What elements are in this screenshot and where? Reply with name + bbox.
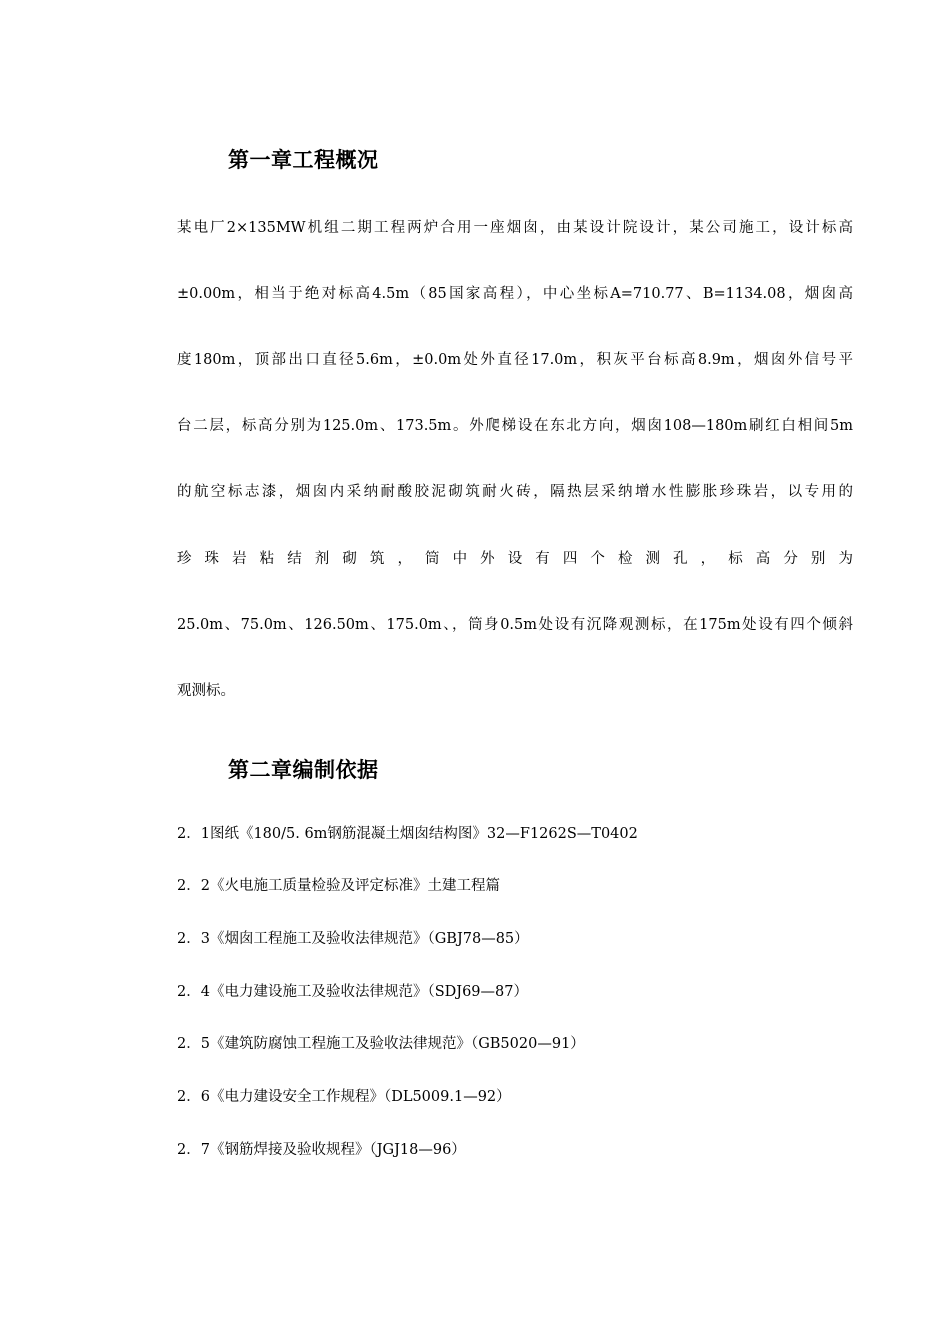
list-item: 2．3《烟囱工程施工及验收法律规范》（GBJ78—85） xyxy=(177,931,529,947)
paragraph-line: 度180m，顶部出口直径5.6m，±0.0m处外直径17.0m，积灰平台标高8.9m，烟囱外信号平 xyxy=(177,352,853,368)
paragraph-line: 台二层，标高分别为125.0m、173.5m。外爬梯设在东北方向，烟囱108—180m刷红白相间5m xyxy=(177,418,853,434)
chapter-2-title: 第二章编制依据 xyxy=(228,758,379,782)
list-item: 2．5《建筑防腐蚀工程施工及验收法律规范》（GB5020—91） xyxy=(177,1036,585,1052)
list-item: 2．6《电力建设安全工作规程》（DL5009.1—92） xyxy=(177,1089,511,1105)
list-item: 2．7《钢筋焊接及验收规程》（JGJ18—96） xyxy=(177,1142,466,1158)
chapter-1-title: 第一章工程概况 xyxy=(228,148,379,172)
paragraph-line: 观测标。 xyxy=(177,683,235,699)
paragraph-line: 25.0m、75.0m、126.50m、175.0m、，筒身0.5m处设有沉降观测标，在175m处设有四个倾斜 xyxy=(177,617,853,633)
paragraph-line: 的航空标志漆，烟囱内采纳耐酸胶泥砌筑耐火砖，隔热层采纳增水性膨胀珍珠岩，以专用的 xyxy=(177,484,853,500)
paragraph-line: ±0.00m，相当于绝对标高4.5m（85国家高程），中心坐标A=710.77、B=1134.08，烟囱高 xyxy=(177,286,853,302)
list-item: 2．1图纸《180/5. 6m钢筋混凝土烟囱结构图》32—F1262S—T0402 xyxy=(177,826,638,842)
list-item: 2．2《火电施工质量检验及评定标准》土建工程篇 xyxy=(177,878,500,894)
list-item: 2．4《电力建设施工及验收法律规范》（SDJ69—87） xyxy=(177,984,528,1000)
paragraph-line: 珍 珠 岩 粘 结 剂 砌 筑 ， 筒 中 外 设 有 四 个 检 测 孔 ， 标 高 分 别 为 xyxy=(177,551,853,567)
paragraph-line: 某电厂2×135MW机组二期工程两炉合用一座烟囱，由某设计院设计，某公司施工，设计标高 xyxy=(177,220,853,236)
